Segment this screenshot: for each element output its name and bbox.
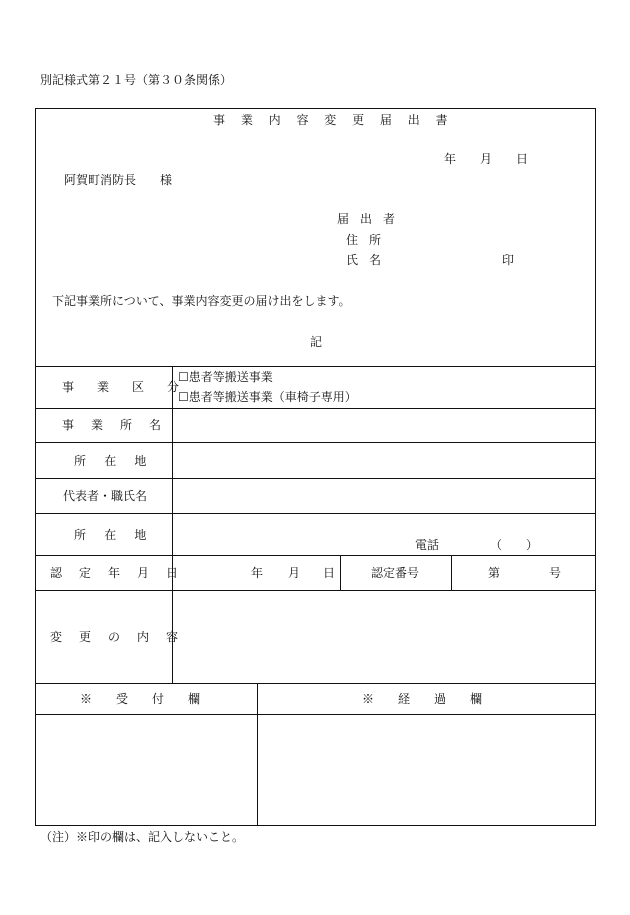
phone-paren: （ ） [490, 538, 539, 552]
location-label: 所 在 地 [74, 454, 154, 468]
representative-label: 代表者・職氏名 [63, 489, 148, 503]
cert-year: 年 [251, 566, 264, 580]
footnote: （注）※印の欄は、記入しないこと。 [40, 830, 245, 844]
date-month: 月 [480, 152, 493, 166]
honorific: 様 [160, 173, 173, 187]
recipient: 阿賀町消防長 [64, 173, 137, 187]
address-label: 住 所 [346, 233, 385, 247]
seal-mark: 印 [502, 253, 515, 267]
phone-label: 電話 [415, 538, 440, 552]
category-option-2[interactable]: ☐患者等搬送事業（車椅子専用） [178, 390, 357, 404]
change-content-label: 変 更 の 内 容 [50, 630, 185, 644]
name-label: 氏 名 [346, 253, 385, 267]
rep-location-label: 所 在 地 [74, 528, 154, 542]
cert-dai: 第 [488, 566, 501, 580]
cert-number-label: 認定番号 [371, 566, 420, 580]
date-year: 年 [444, 152, 457, 166]
category-option-1[interactable]: ☐患者等搬送事業 [178, 370, 273, 384]
cert-month: 月 [288, 566, 301, 580]
office-name-label: 事 業 所 名 [62, 418, 168, 432]
date-day: 日 [516, 152, 529, 166]
cert-go: 号 [549, 566, 562, 580]
statement: 下記事業所について、事業内容変更の届け出をします。 [52, 294, 351, 308]
reception-label: ※ 受 付 欄 [80, 692, 201, 706]
ki-mark: 記 [310, 335, 323, 349]
form-title: 事 業 内 容 変 更 届 出 書 [213, 113, 454, 127]
applicant-label: 届 出 者 [337, 212, 399, 226]
form-number: 別記様式第２１号（第３０条関係） [40, 73, 233, 87]
progress-label: ※ 経 過 欄 [362, 692, 483, 706]
cert-date-label: 認 定 年 月 日 [50, 566, 185, 580]
cert-day: 日 [323, 566, 336, 580]
business-category-label: 事 業 区 分 [62, 380, 189, 394]
